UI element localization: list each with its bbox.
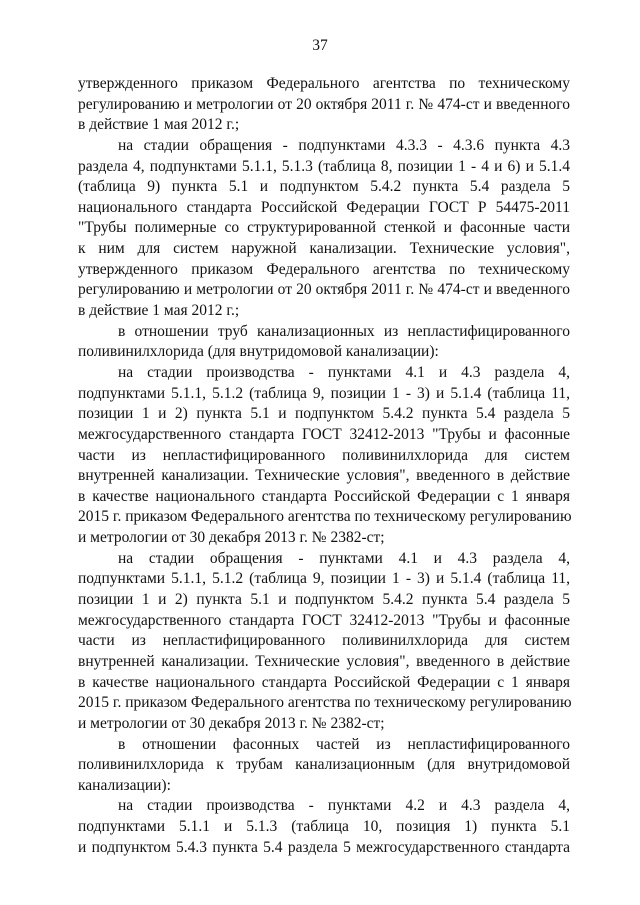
text-line: в отношении труб канализационных из непластифицированного bbox=[118, 322, 570, 340]
text-line: на стадии обращения - подпунктами 4.3.3 - 4.3.6 пункта 4.3 bbox=[118, 136, 570, 154]
text-line: регулированию и метрологии от 20 октября 2011 г. № 474-ст и введенного bbox=[78, 95, 570, 113]
text-line: раздела 4, подпунктами 5.1.1, 5.1.3 (таблица 8, позиции 1 - 4 и 6) и 5.1.4 bbox=[78, 157, 570, 175]
text-line: в действие 1 мая 2012 г.; bbox=[78, 302, 240, 320]
text-line: регулированию и метрологии от 20 октября 2011 г. № 474-ст и введенного bbox=[78, 281, 570, 299]
text-line: утвержденного приказом Федерального агентства по техническому bbox=[78, 260, 570, 278]
text-line: в качестве национального стандарта Российской Федерации с 1 января bbox=[78, 487, 570, 505]
text-line: "Трубы полимерные со структурированной стенкой и фасонные части bbox=[78, 219, 570, 237]
text-line: подпунктами 5.1.1, 5.1.2 (таблица 9, позиции 1 - 3) и 5.1.4 (таблица 11, bbox=[78, 570, 570, 588]
text-line: поливинилхлорида к трубам канализационным (для внутридомовой bbox=[78, 756, 570, 774]
text-line: и подпунктом 5.4.3 пункта 5.4 раздела 5 межгосударственного стандарта bbox=[78, 838, 570, 856]
text-line: внутренней канализации. Технические условия", введенного в действие bbox=[78, 652, 570, 670]
text-line: национального стандарта Российской Федерации ГОСТ Р 54475-2011 bbox=[78, 198, 570, 216]
text-line: и метрологии от 30 декабря 2013 г. № 2382-ст; bbox=[78, 714, 385, 732]
text-line: на стадии производства - пунктами 4.2 и 4.3 раздела 4, bbox=[118, 797, 570, 815]
text-line: к ним для систем наружной канализации. Технические условия", bbox=[78, 240, 570, 258]
text-line: утвержденного приказом Федерального агентства по техническому bbox=[78, 75, 570, 92]
text-line: на стадии обращения - пунктами 4.1 и 4.3 раздела 4, bbox=[118, 549, 570, 567]
text-line: части из непластифицированного поливинилхлорида для систем bbox=[78, 632, 570, 650]
text-line: подпунктами 5.1.1 и 5.1.3 (таблица 10, позиция 1) пункта 5.1 bbox=[78, 818, 570, 836]
text-line: в отношении фасонных частей из непластифицированного bbox=[118, 735, 570, 753]
text-line: в действие 1 мая 2012 г.; bbox=[78, 116, 240, 134]
text-line: межгосударственного стандарта ГОСТ 32412-2013 "Трубы и фасонные bbox=[78, 611, 570, 629]
text-line: 2015 г. приказом Федерального агентства по техническому регулированию bbox=[78, 508, 572, 526]
text-line: подпунктами 5.1.1, 5.1.2 (таблица 9, позиции 1 - 3) и 5.1.4 (таблица 11, bbox=[78, 384, 570, 402]
document-body bbox=[78, 74, 570, 858]
text-line: внутренней канализации. Технические условия", введенного в действие bbox=[78, 467, 570, 485]
text-line: и метрологии от 30 декабря 2013 г. № 2382-ст; bbox=[78, 529, 385, 547]
text-line: части из непластифицированного поливинилхлорида для систем bbox=[78, 446, 570, 464]
text-line: межгосударственного стандарта ГОСТ 32412-2013 "Трубы и фасонные bbox=[78, 425, 570, 443]
text-line: позиции 1 и 2) пункта 5.1 и подпунктом 5.4.2 пункта 5.4 раздела 5 bbox=[78, 405, 570, 423]
text-line: канализации): bbox=[78, 776, 171, 794]
page-number: 37 bbox=[312, 37, 328, 54]
text-line: на стадии производства - пунктами 4.1 и 4.3 раздела 4, bbox=[118, 363, 570, 381]
text-line: (таблица 9) пункта 5.1 и подпунктом 5.4.2 пункта 5.4 раздела 5 bbox=[78, 178, 570, 196]
text-line: позиции 1 и 2) пункта 5.1 и подпунктом 5.4.2 пункта 5.4 раздела 5 bbox=[78, 591, 570, 609]
text-line: 2015 г. приказом Федерального агентства по техническому регулированию bbox=[78, 694, 572, 712]
text-line: поливинилхлорида (для внутридомовой канализации): bbox=[78, 343, 439, 361]
text-line: в качестве национального стандарта Российской Федерации с 1 января bbox=[78, 673, 570, 691]
